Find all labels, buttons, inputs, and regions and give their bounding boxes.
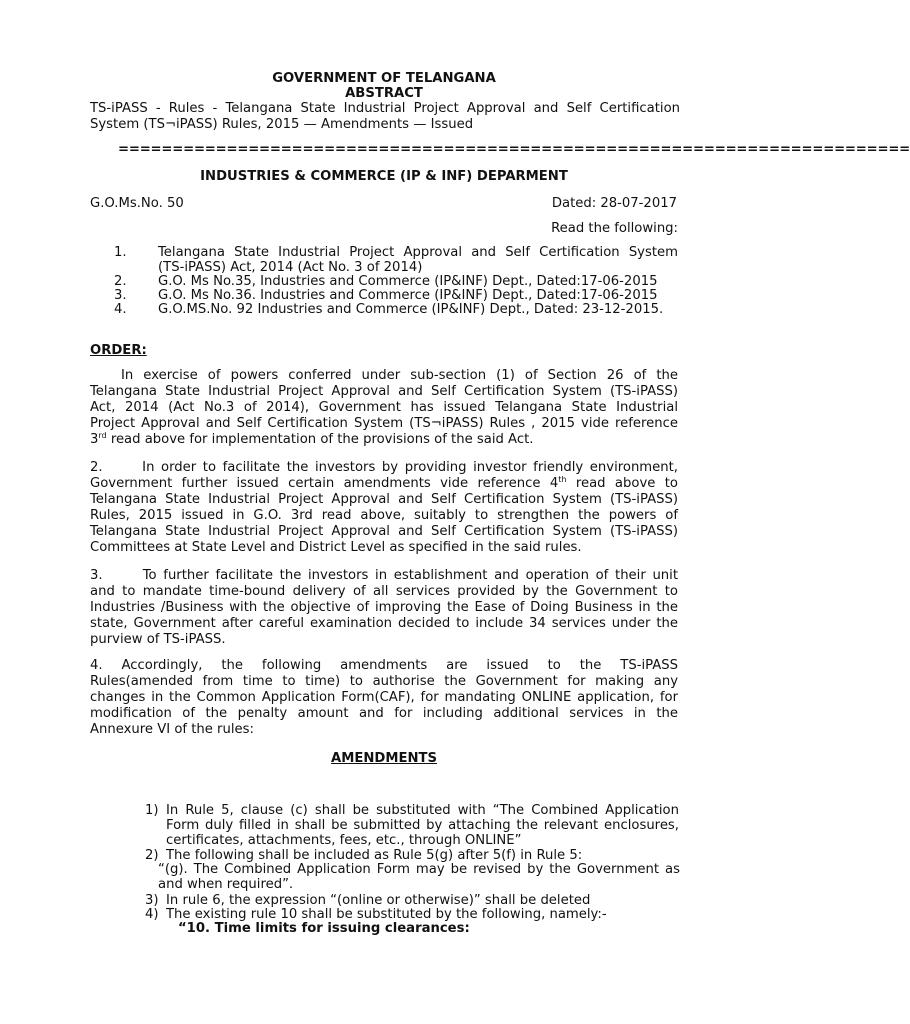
reference-number: 2. — [114, 274, 127, 289]
amendment-number: 1) — [145, 803, 159, 818]
paragraph-line: Telangana State Industrial Project Approval and Self Certification System (TS-iPASS) — [90, 384, 678, 399]
paragraph-line: Annexure VI of the rules: — [90, 722, 254, 737]
reference-text: G.O. Ms No.36. Industries and Commerce (IP&INF) Dept., Dated:17-06-2015 — [158, 288, 658, 303]
reference-text: (TS-iPASS) Act, 2014 (Act No. 3 of 2014) — [158, 260, 423, 275]
reference-text: G.O.MS.No. 92 Industries and Commerce (IP&INF) Dept., Dated: 23-12-2015. — [158, 302, 664, 317]
reference-text: Telangana State Industrial Project Approval and Self Certification System — [158, 245, 678, 260]
department-heading: INDUSTRIES & COMMERCE (IP & INF) DEPARMENT — [200, 169, 568, 184]
paragraph-line: Rules(amended from time to time) to authorise the Government for making any — [90, 674, 678, 689]
abstract-heading: ABSTRACT — [345, 86, 423, 101]
paragraph-line: Act, 2014 (Act No.3 of 2014), Government has issued Telangana State Industrial — [90, 400, 678, 415]
paragraph-line: 3rd read above for implementation of the provisions of the said Act. — [90, 431, 534, 447]
amendment-text: In rule 6, the expression “(online or otherwise)” shall be deleted — [166, 893, 591, 908]
paragraph-line: 2. In order to facilitate the investors by providing investor friendly environment, — [90, 460, 678, 475]
amendment-text: Form duly filled in shall be submitted by attaching the relevant enclosures, — [166, 818, 679, 833]
government-heading: GOVERNMENT OF TELANGANA — [272, 71, 496, 86]
paragraph-line: Government further issued certain amendments vide reference 4th read above to — [90, 475, 679, 491]
amendment-text: The existing rule 10 shall be substituted by the following, namely:- — [166, 907, 607, 922]
paragraph-line: In exercise of powers conferred under sub-section (1) of Section 26 of the — [121, 368, 678, 383]
reference-number: 4. — [114, 302, 127, 317]
amendment-text: certificates, attachments, fees, etc., through ONLINE” — [166, 833, 522, 848]
paragraph-line: modification of the penalty amount and for including additional services in the — [90, 706, 678, 721]
go-number: G.O.Ms.No. 50 — [90, 196, 184, 211]
amendment-number: 4) — [145, 907, 159, 922]
paragraph-line: Industries /Business with the objective of improving the Ease of Doing Business in the — [90, 600, 678, 615]
paragraph-line: 4. Accordingly, the following amendments are issued to the TS-iPASS — [90, 658, 678, 673]
amendment-text: In Rule 5, clause (c) shall be substituted with “The Combined Application — [166, 803, 679, 818]
paragraph-line: Project Approval and Self Certification System (TS¬iPASS) Rules , 2015 vide reference — [90, 416, 678, 431]
paragraph-line: and to mandate time-bound delivery of all services provided by the Government to — [90, 584, 678, 599]
amendments-heading: AMENDMENTS — [331, 751, 437, 766]
paragraph-line: Committees at State Level and District Level as specified in the said rules. — [90, 540, 582, 555]
read-following: Read the following: — [551, 221, 678, 236]
amendment-text: The following shall be included as Rule 5(g) after 5(f) in Rule 5: — [166, 848, 583, 863]
paragraph-line: changes in the Common Application Form(CAF), for mandating ONLINE application, for — [90, 690, 678, 705]
amendment-text: “(g). The Combined Application Form may be revised by the Government as — [158, 862, 680, 877]
reference-text: G.O. Ms No.35, Industries and Commerce (IP&INF) Dept., Dated:17-06-2015 — [158, 274, 658, 289]
subject-line-1: TS-iPASS - Rules - Telangana State Industrial Project Approval and Self Certification — [90, 101, 680, 116]
paragraph-line: Telangana State Industrial Project Approval and Self Certification System (TS-iPASS) — [90, 524, 678, 539]
reference-number: 3. — [114, 288, 127, 303]
subject-line-2: System (TS¬iPASS) Rules, 2015 — Amendments — Issued — [90, 117, 474, 132]
amendment-text: “10. Time limits for issuing clearances: — [178, 921, 470, 936]
paragraph-line: Rules, 2015 issued in G.O. 3rd read above, suitably to strengthen the powers of — [90, 508, 678, 523]
amendment-number: 2) — [145, 848, 159, 863]
paragraph-line: purview of TS-iPASS. — [90, 632, 226, 647]
go-date: Dated: 28-07-2017 — [551, 196, 677, 211]
paragraph-line: Telangana State Industrial Project Approval and Self Certification System (TS-iPASS) — [90, 492, 678, 507]
order-heading: ORDER: — [90, 343, 147, 358]
separator-line: ========================================================================= — [118, 142, 910, 157]
paragraph-line: 3. To further facilitate the investors in establishment and operation of their unit — [90, 568, 678, 583]
amendment-text: and when required”. — [158, 877, 294, 892]
reference-number: 1. — [114, 245, 127, 260]
paragraph-line: state, Government after careful examination decided to include 34 services under the — [90, 616, 678, 631]
amendment-number: 3) — [145, 893, 159, 908]
